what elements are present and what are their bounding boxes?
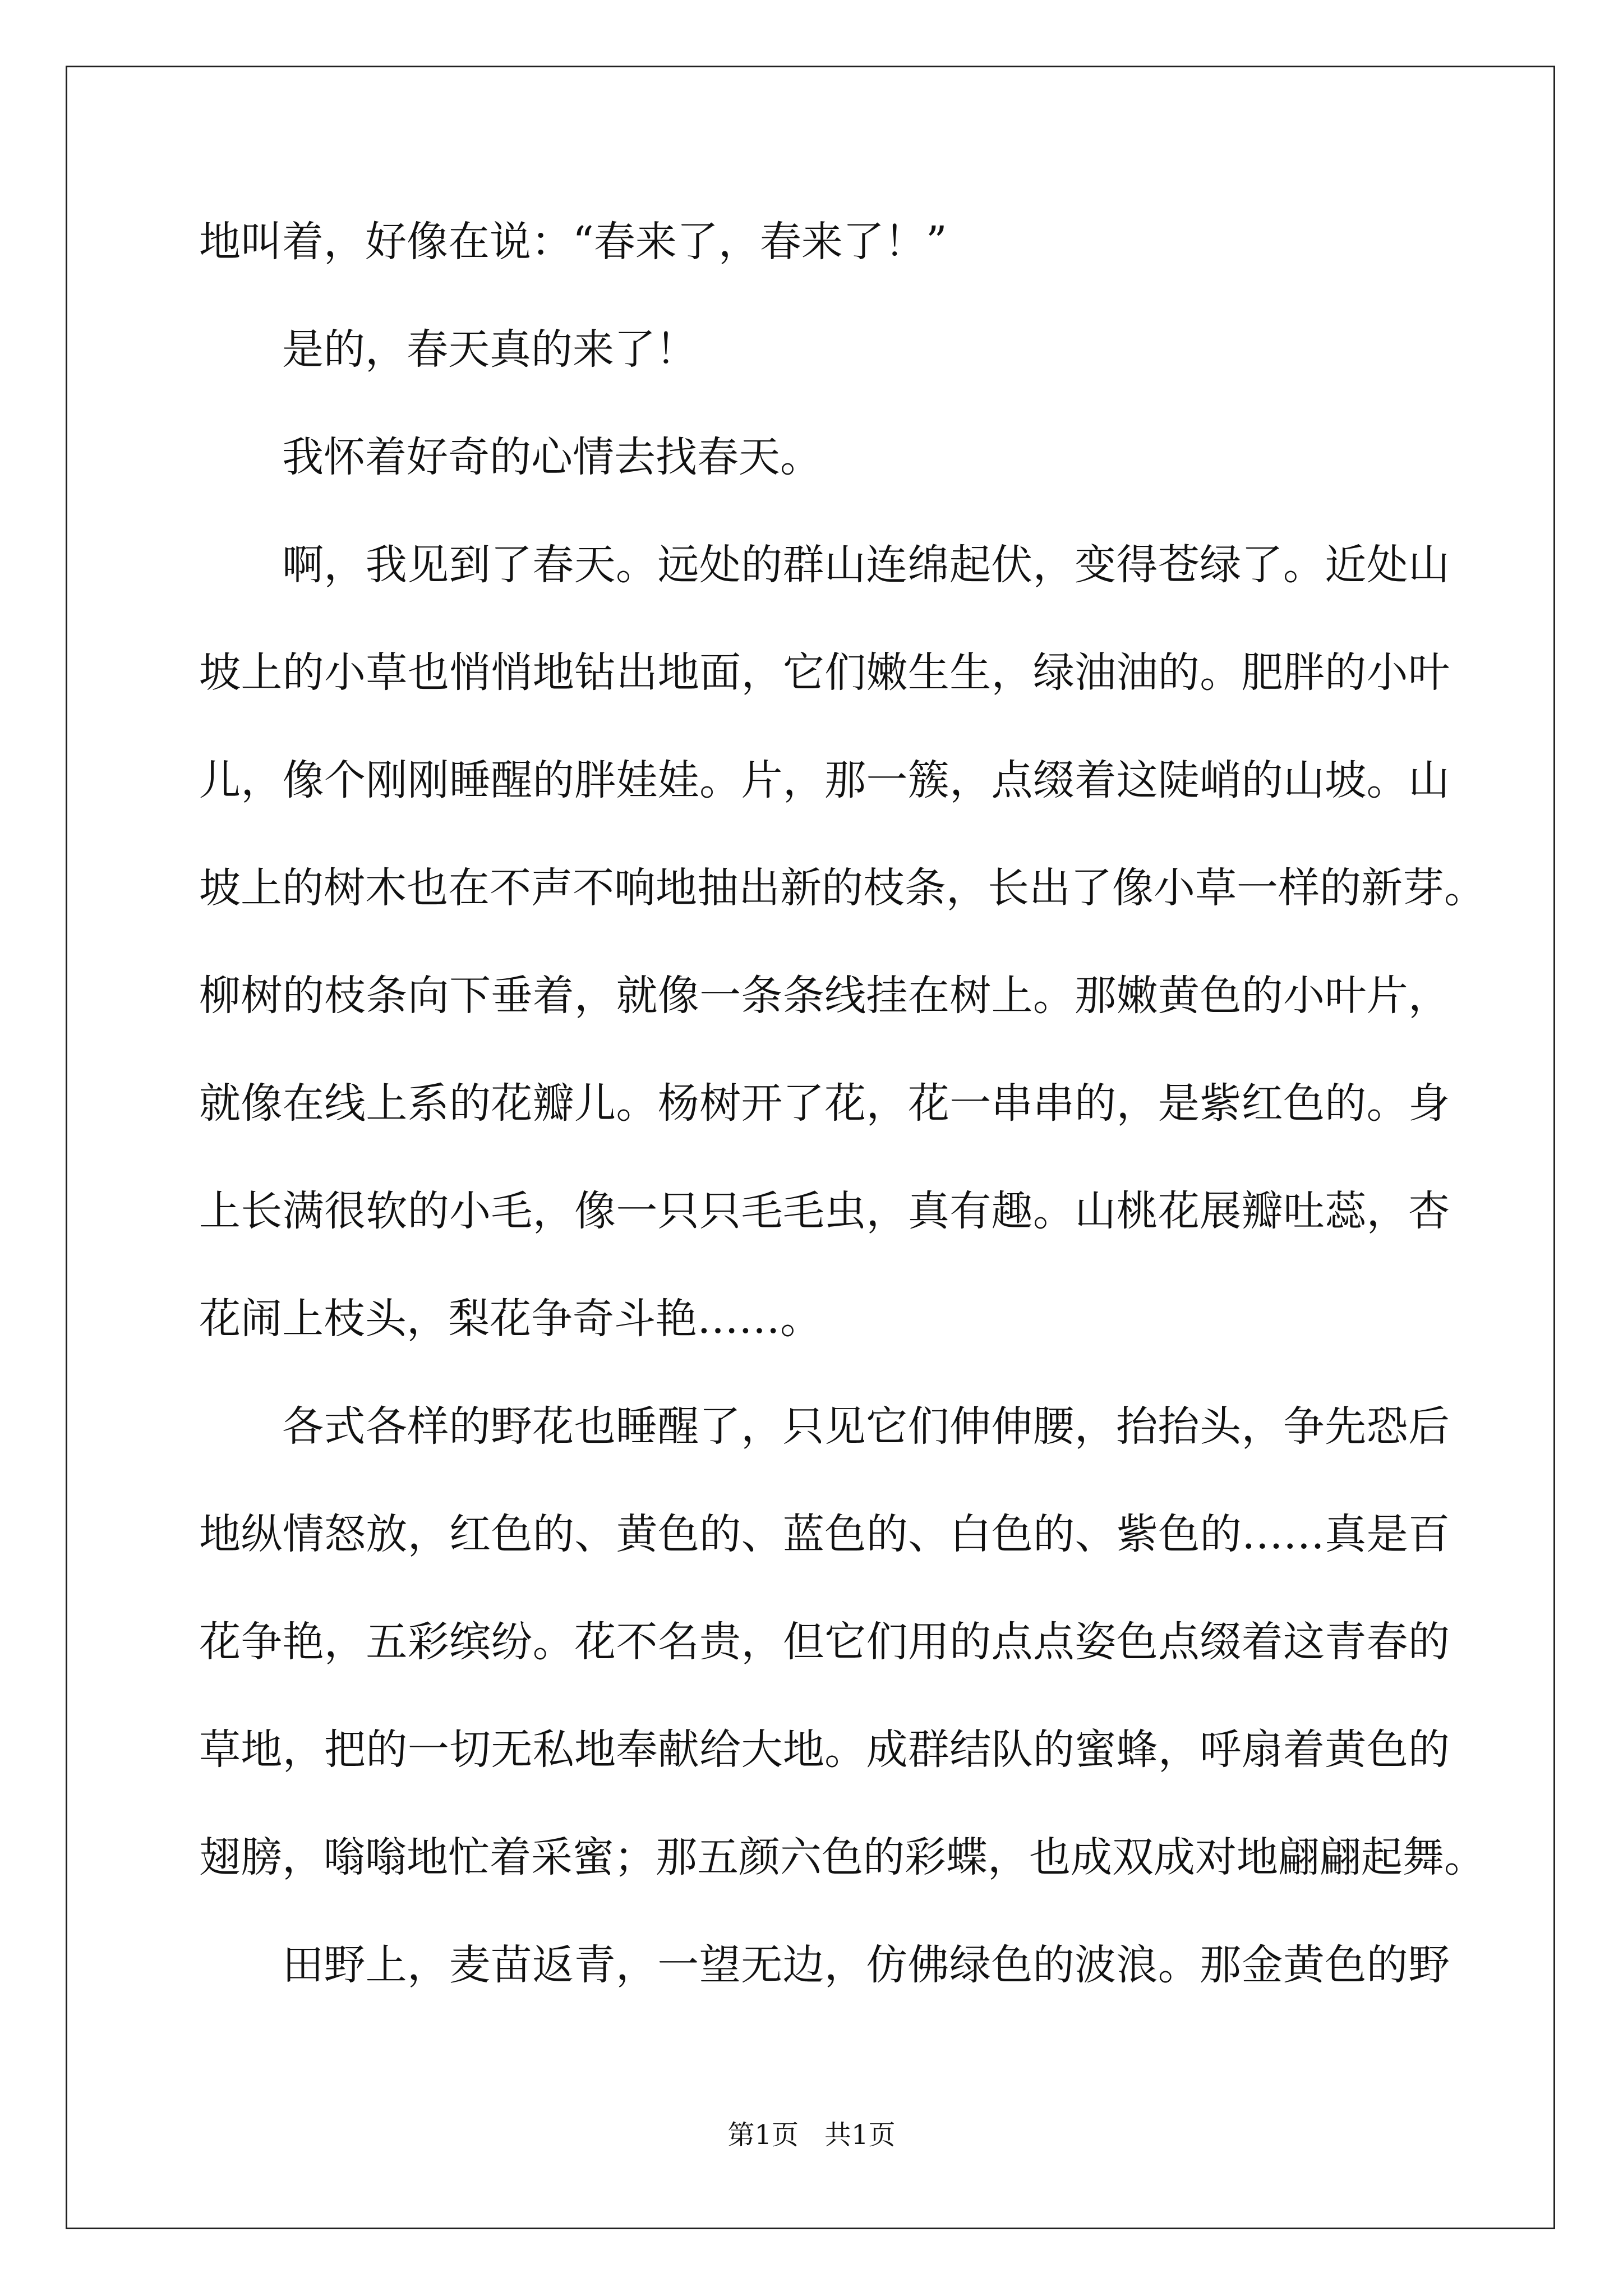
text-line (199, 1050, 1450, 1157)
text-line (199, 1157, 1450, 1265)
text-line (199, 942, 1450, 1050)
page-footer (0, 2118, 1623, 2152)
text-line (199, 1696, 1450, 1803)
text-line-content: 翅膀，嗡嗡地忙着采蜜；那五颜六色的彩蝶，也成双成对地翩翩起舞。 (199, 1833, 1486, 1881)
page-number-total: 共1页 (824, 2119, 896, 2151)
text-line-content: 就像在线上系的花瓣儿。杨树开了花，花一串串的，是紫红色的。身 (199, 1079, 1450, 1128)
text-line-content: 儿，像个刚刚睡醒的胖娃娃。片，那一簇，点缀着这陡峭的山坡。山 (199, 756, 1450, 804)
text-line-content: 我怀着好奇的心情去找春天。 (282, 433, 822, 481)
text-line (199, 726, 1450, 834)
text-line-content: 坡上的树木也在不声不响地抽出新的枝条，长出了像小草一样的新芽。 (199, 864, 1486, 912)
text-line (199, 834, 1486, 942)
text-line-content: 地纵情怒放，红色的、黄色的、蓝色的、白色的、紫色的……真是百 (199, 1510, 1450, 1558)
text-line (199, 1265, 1450, 1373)
text-line (199, 403, 1450, 511)
text-line-content: 地叫着，好像在说：“春来了，春来了！” (199, 218, 947, 266)
text-line-content: 草地，把的一切无私地奉献给大地。成群结队的蜜蜂，呼扇着黄色的 (199, 1726, 1450, 1774)
text-line-content: 是的，春天真的来了！ (282, 325, 697, 374)
text-line (199, 511, 1450, 619)
text-line-content: 上长满很软的小毛，像一只只毛毛虫，真有趣。山桃花展瓣吐蕊，杏 (199, 1187, 1450, 1235)
text-line (199, 619, 1450, 726)
text-line (199, 1911, 1450, 2019)
text-line (199, 1373, 1450, 1480)
text-line-content: 花争艳，五彩缤纷。花不名贵，但它们用的点点姿色点缀着这青春的 (199, 1618, 1450, 1666)
page-number-current: 第1页 (727, 2119, 799, 2151)
text-line (199, 296, 1450, 403)
text-line-content: 花闹上枝头，梨花争奇斗艳……。 (199, 1295, 822, 1343)
text-line-content: 坡上的小草也悄悄地钻出地面，它们嫩生生，绿油油的。肥胖的小叶 (199, 648, 1450, 697)
text-line-content: 各式各样的野花也睡醒了，只见它们伸伸腰，抬抬头，争先恐后 (282, 1402, 1450, 1451)
text-line (199, 1588, 1450, 1696)
text-line (199, 1480, 1450, 1588)
text-line (199, 188, 1450, 296)
document-body (199, 188, 1486, 2019)
text-line (199, 1803, 1486, 1911)
text-line-content: 柳树的枝条向下垂着，就像一条条线挂在树上。那嫩黄色的小叶片， (199, 972, 1450, 1020)
text-line-content: 啊，我见到了春天。远处的群山连绵起伏，变得苍绿了。近处山 (282, 541, 1450, 589)
text-line-content: 田野上，麦苗返青，一望无边，仿佛绿色的波浪。那金黄色的野 (282, 1941, 1450, 1989)
